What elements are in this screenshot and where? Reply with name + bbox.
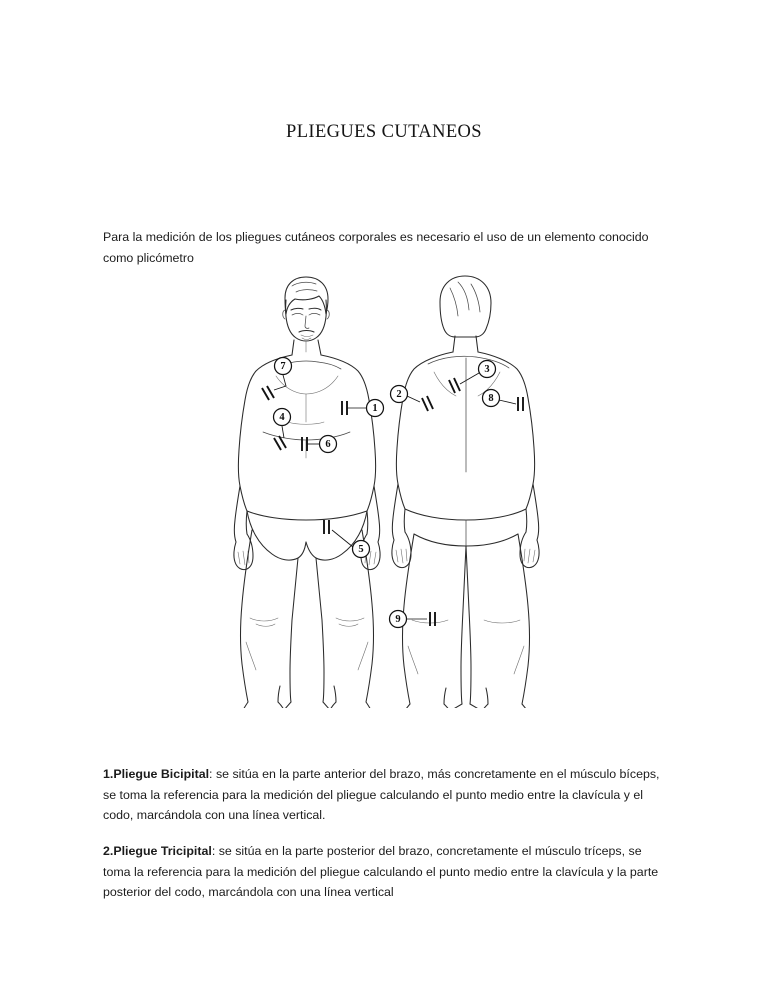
- paragraph-separator: :: [211, 844, 216, 859]
- marker-8: [483, 390, 524, 412]
- paragraph-separator: :: [209, 767, 213, 782]
- skinfold-measurement-sites-diagram: [228, 272, 564, 708]
- paragraph-lead: 2.Pliegue Tricipital: [103, 844, 212, 859]
- anterior-figure: [234, 277, 380, 708]
- marker-2: [391, 386, 434, 412]
- marker-9: [390, 611, 436, 628]
- marker-label: 1: [372, 403, 378, 414]
- paragraph-lead: 1.Pliegue Bicipital: [103, 767, 210, 782]
- paragraph-body: se sitúa en la parte anterior del brazo, más concretamente en el músculo bíceps, se toma la referencia para la medición del pliegue calculando el punto medio entre la clavícula y el codo, marcándola con una línea vertical.: [103, 767, 660, 823]
- marker-label: 6: [325, 439, 331, 450]
- marker-label: 2: [396, 389, 402, 400]
- marker-label: 9: [395, 614, 401, 625]
- marker-label: 5: [358, 544, 364, 555]
- paragraph-body: se sitúa en la parte posterior del brazo, concretamente el músculo tríceps, se toma la referencia para la medición del pliegue calculando el punto medio entre la clavícula y la parte posterior del codo, marcándola con una línea vertical: [103, 844, 659, 900]
- page-title: PLIEGUES CUTANEOS: [286, 122, 482, 142]
- posterior-figure: [392, 276, 539, 708]
- intro-paragraph: Para la medición de los pliegues cutáneos corporales es necesario el uso de un elemento conocido como plicómetro: [103, 230, 649, 265]
- marker-label: 3: [484, 364, 490, 375]
- marker-label: 7: [280, 361, 286, 372]
- marker-label: 4: [279, 412, 285, 423]
- marker-1: [342, 400, 384, 417]
- marker-label: 8: [488, 393, 494, 404]
- marker-4: [274, 409, 291, 451]
- marker-6: [302, 436, 337, 453]
- paragraph-pliegue-tricipital: [103, 841, 671, 903]
- paragraph-pliegue-bicipital: [103, 764, 671, 826]
